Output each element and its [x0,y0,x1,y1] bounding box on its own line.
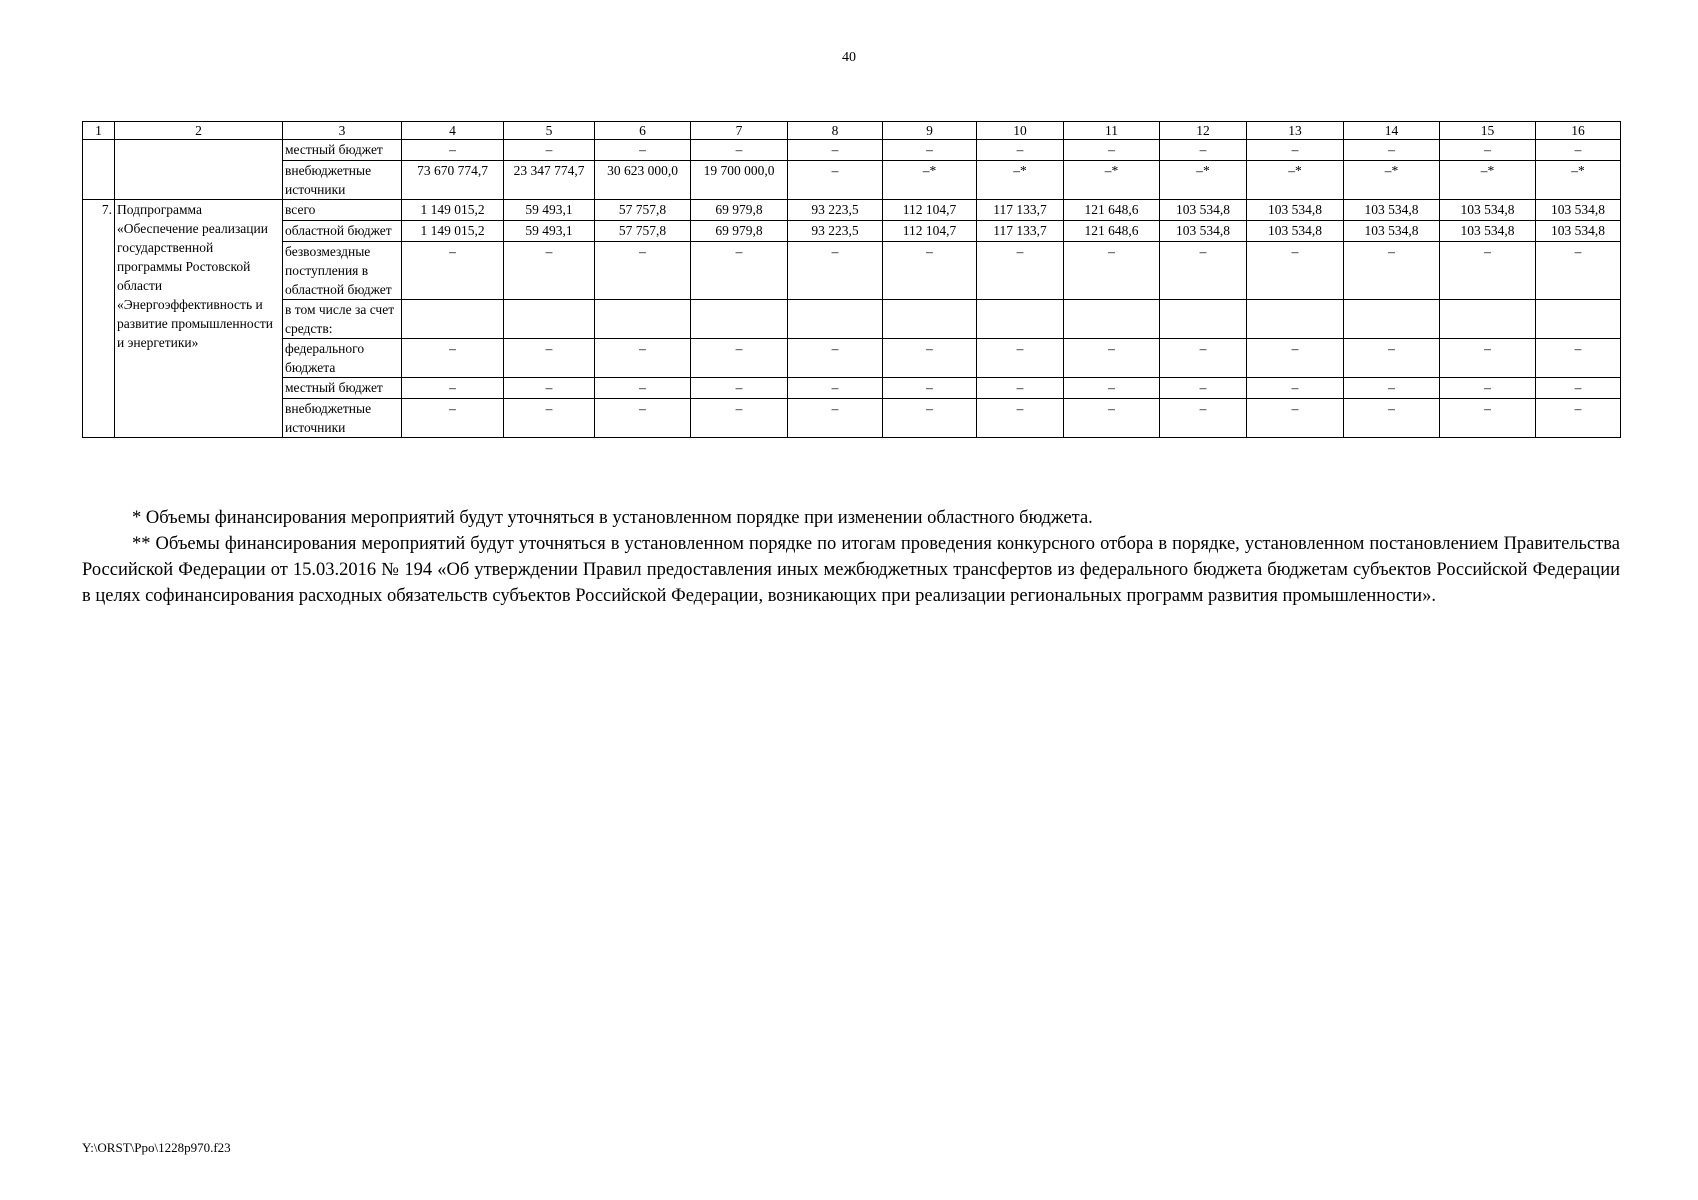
value-cell: – [1247,242,1344,300]
value-cell: –* [1536,161,1621,200]
value-cell: 117 133,7 [977,200,1064,221]
value-cell: – [504,242,595,300]
budget-table [82,121,1621,438]
header-cell: 11 [1064,122,1160,140]
value-cell: 23 347 774,7 [504,161,595,200]
footnote-single-star: * Объемы финансирования мероприятий будут уточняться в установленном порядке при изменении областного бюджета. [132,508,1093,528]
value-cell: – [504,378,595,399]
value-cell: – [1536,339,1621,378]
header-row [83,122,1621,140]
value-cell: 19 700 000,0 [691,161,788,200]
value-cell: – [1247,378,1344,399]
table-row [83,221,1621,242]
value-cell: 103 534,8 [1247,221,1344,242]
value-cell: – [883,378,977,399]
value-cell: – [1160,339,1247,378]
value-cell: 59 493,1 [504,200,595,221]
value-cell: – [977,140,1064,161]
value-cell: – [883,242,977,300]
value-cell [883,300,977,339]
value-cell: 103 534,8 [1160,200,1247,221]
value-cell: – [977,339,1064,378]
header-cell: 7 [691,122,788,140]
value-cell: – [1440,378,1536,399]
value-cell: 1 149 015,2 [402,221,504,242]
value-cell: – [1440,399,1536,438]
footnotes [82,505,1620,609]
value-cell: 112 104,7 [883,221,977,242]
value-cell: – [1536,140,1621,161]
value-cell: – [977,399,1064,438]
value-cell [504,300,595,339]
table-row [83,339,1621,378]
header-cell: 16 [1536,122,1621,140]
value-cell [1064,300,1160,339]
value-cell: 69 979,8 [691,221,788,242]
section-index: 7. [83,200,115,438]
header-cell: 5 [504,122,595,140]
value-cell: – [595,339,691,378]
value-cell: – [1247,399,1344,438]
value-cell: – [883,339,977,378]
value-cell: – [977,242,1064,300]
header-cell: 15 [1440,122,1536,140]
value-cell: –* [1064,161,1160,200]
value-cell [977,300,1064,339]
value-cell: – [1344,242,1440,300]
value-cell: 59 493,1 [504,221,595,242]
value-cell: – [402,140,504,161]
source-label: внебюджетные источники [283,161,402,200]
value-cell: 93 223,5 [788,200,883,221]
value-cell: – [1064,399,1160,438]
value-cell: – [402,399,504,438]
value-cell: 73 670 774,7 [402,161,504,200]
source-label: в том числе за счет средств: [283,300,402,339]
source-label: местный бюджет [283,140,402,161]
value-cell: – [1160,378,1247,399]
value-cell: – [1536,378,1621,399]
value-cell: – [1536,242,1621,300]
value-cell: – [883,140,977,161]
page-number: 40 [842,50,856,65]
value-cell: – [691,378,788,399]
value-cell: 93 223,5 [788,221,883,242]
value-cell: – [595,140,691,161]
header-cell: 3 [283,122,402,140]
source-label: безвозмездные поступления в областной бюджет [283,242,402,300]
header-cell: 8 [788,122,883,140]
header-cell: 9 [883,122,977,140]
value-cell: – [788,140,883,161]
table-row [83,161,1621,200]
value-cell [788,300,883,339]
value-cell: – [402,339,504,378]
table-row [83,300,1621,339]
source-label: областной бюджет [283,221,402,242]
value-cell: – [1344,378,1440,399]
value-cell: – [1440,339,1536,378]
value-cell [595,300,691,339]
value-cell: – [788,339,883,378]
value-cell: – [1160,242,1247,300]
value-cell: – [504,339,595,378]
value-cell [1344,300,1440,339]
header-cell: 2 [115,122,283,140]
value-cell: – [1440,242,1536,300]
name-cell [115,140,283,200]
value-cell: 121 648,6 [1064,221,1160,242]
value-cell [1536,300,1621,339]
table-row [83,378,1621,399]
footnote-double-star: ** Объемы финансирования мероприятий будут уточняться в установленном порядке по итогам проведения конкурсного отбора в порядке, установленном постановлением Правительства Российской Федерации от 15.03.2016 № 194 «Об утверждении Правил предоставления иных межбюджетных трансфертов из федерального бюджета бюджетам субъектов Российской Федерации в целях софинансирования расходных обязательств субъектов Российской Федерации, возникающих при реализации региональных программ развития промышленности». [82,534,1620,606]
value-cell: – [1344,140,1440,161]
value-cell: 103 534,8 [1344,221,1440,242]
value-cell: 103 534,8 [1536,200,1621,221]
value-cell: – [788,161,883,200]
value-cell: – [1247,140,1344,161]
value-cell: – [788,399,883,438]
value-cell: 103 534,8 [1247,200,1344,221]
value-cell: –* [1160,161,1247,200]
value-cell: 69 979,8 [691,200,788,221]
value-cell: – [1344,399,1440,438]
file-path: Y:\ORST\Ppo\1228p970.f23 [82,1140,231,1155]
value-cell: 103 534,8 [1440,200,1536,221]
value-cell: 121 648,6 [1064,200,1160,221]
value-cell: 112 104,7 [883,200,977,221]
section-name: Подпрограмма «Обеспечение реализации государственной программы Ростовской области «Энергоэффективность и развитие промышленности и энергетики» [115,200,283,438]
value-cell: –* [883,161,977,200]
header-cell: 14 [1344,122,1440,140]
header-cell: 13 [1247,122,1344,140]
value-cell: 103 534,8 [1160,221,1247,242]
value-cell: – [1344,339,1440,378]
value-cell: –* [977,161,1064,200]
value-cell: – [1064,378,1160,399]
value-cell: – [1160,140,1247,161]
value-cell: –* [1344,161,1440,200]
value-cell: –* [1247,161,1344,200]
value-cell: – [402,378,504,399]
value-cell: – [1440,140,1536,161]
value-cell: – [788,242,883,300]
value-cell: 1 149 015,2 [402,200,504,221]
value-cell: – [977,378,1064,399]
value-cell [1440,300,1536,339]
value-cell [1160,300,1247,339]
value-cell: – [691,242,788,300]
table-row [83,399,1621,438]
value-cell: 103 534,8 [1440,221,1536,242]
value-cell: – [595,378,691,399]
value-cell: 103 534,8 [1536,221,1621,242]
value-cell: – [504,399,595,438]
value-cell: 57 757,8 [595,200,691,221]
value-cell: 117 133,7 [977,221,1064,242]
value-cell: – [595,399,691,438]
value-cell: – [883,399,977,438]
header-cell: 12 [1160,122,1247,140]
header-cell: 10 [977,122,1064,140]
value-cell: – [402,242,504,300]
source-label: внебюджетные источники [283,399,402,438]
source-label: местный бюджет [283,378,402,399]
value-cell: – [788,378,883,399]
value-cell [402,300,504,339]
value-cell: 57 757,8 [595,221,691,242]
index-cell [83,140,115,200]
value-cell: – [595,242,691,300]
source-label: федерального бюджета [283,339,402,378]
value-cell: – [1536,399,1621,438]
value-cell: – [1064,242,1160,300]
value-cell [691,300,788,339]
header-cell: 1 [83,122,115,140]
value-cell: – [691,140,788,161]
header-cell: 6 [595,122,691,140]
value-cell: – [1064,339,1160,378]
header-cell: 4 [402,122,504,140]
value-cell: –* [1440,161,1536,200]
table-row [83,242,1621,300]
value-cell: – [1160,399,1247,438]
value-cell: – [691,339,788,378]
value-cell: – [1247,339,1344,378]
value-cell: 30 623 000,0 [595,161,691,200]
value-cell [1247,300,1344,339]
value-cell: – [504,140,595,161]
table-row [83,200,1621,221]
value-cell: – [1064,140,1160,161]
value-cell: – [691,399,788,438]
table-row [83,140,1621,161]
value-cell: 103 534,8 [1344,200,1440,221]
source-label: всего [283,200,402,221]
